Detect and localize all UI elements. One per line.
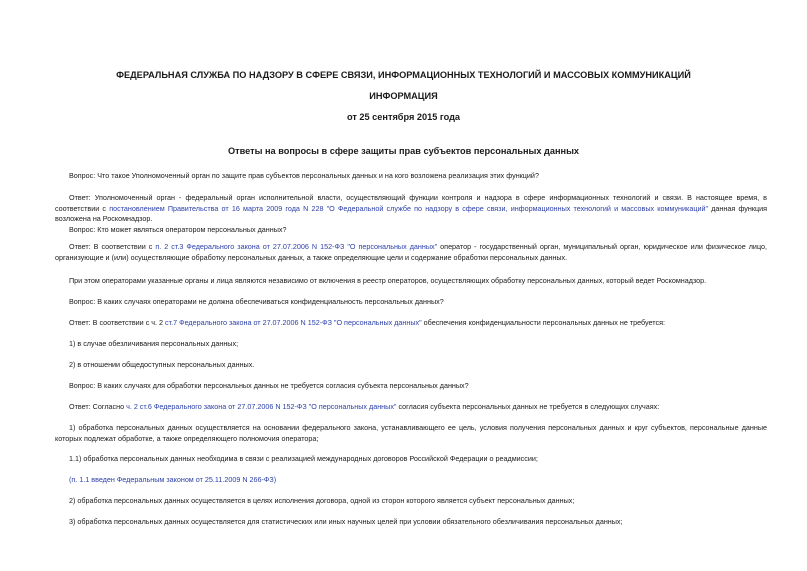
list-item-case-2: 2) обработка персональных данных осуществляется в целях исполнения договора, одной из сторон которого является субъект персональных данных; <box>69 496 575 505</box>
link-law-266[interactable]: Федеральным законом от 25.11.2009 N 266-ФЗ <box>116 475 274 484</box>
list-item-1: 1) в случае обезличивания персональных данных; <box>69 339 239 348</box>
link-law-152-art3[interactable]: п. 2 ст.3 Федерального закона от 27.07.2006 N 152-ФЗ "О персональных данных" <box>155 242 438 251</box>
agency-heading: ФЕДЕРАЛЬНАЯ СЛУЖБА ПО НАДЗОРУ В СФЕРЕ СВЯЗИ, ИНФОРМАЦИОННЫХ ТЕХНОЛОГИЙ И МАССОВЫХ КОММУНИКАЦИЙ <box>116 70 691 80</box>
link-law-152-art6[interactable]: ч. 2 ст.6 Федерального закона от 27.07.2006 N 152-ФЗ "О персональных данных" <box>126 402 397 411</box>
list-item-case-3: 3) обработка персональных данных осуществляется для статистических или иных научных целей при условии обязательного обезличивания персональных данных; <box>69 517 623 526</box>
document-date: от 25 сентября 2015 года <box>346 112 461 122</box>
paragraph-text: Ответ: Уполномоченный орган - федеральный орган исполнительной власти, осуществляющий функции контроля и надзора в сфере информационных технологий и связи. В настоящее время, в соответствии с <box>55 193 767 213</box>
paragraph-text: Ответ: Согласно <box>69 402 127 411</box>
paragraph-text: Ответ: В соответствии с <box>69 242 156 251</box>
paragraph-text: оператор - государственный орган, муниципальный орган, юридическое или физическое лицо, организующие и (или) осуществляющие обработку персональных данных, а также определяющие цели и содержание обработки персональных данных. <box>55 242 767 262</box>
document-title: Ответы на вопросы в сфере защиты прав субъектов персональных данных <box>227 146 580 156</box>
paragraph-question-1: Вопрос: Что такое Уполномоченный орган по защите прав субъектов персональных данных и на кого возложена реализация этих функций? <box>69 171 539 180</box>
paragraph-answer-1 <box>55 193 767 225</box>
paragraph-text: Ответ: В соответствии с ч. 2 <box>69 318 166 327</box>
paragraph-answer-2 <box>55 242 767 263</box>
amendment-note <box>55 475 767 486</box>
paragraph-text: обеспечения конфиденциальности персональных данных не требуется: <box>421 318 665 327</box>
paragraph-operators-note: При этом операторами указанные органы и лица являются независимо от включения в реестр операторов, осуществляющих обработку персональных данных, который ведет Роскомнадзор. <box>69 276 707 285</box>
paragraph-answer-4 <box>55 402 767 413</box>
paragraph-text: согласия субъекта персональных данных не требуется в следующих случаях: <box>396 402 660 411</box>
amendment-text-end: ) <box>273 475 277 484</box>
paragraph-question-4: Вопрос: В каких случаях для обработки персональных данных не требуется согласия субъекта персональных данных? <box>69 381 469 390</box>
amendment-text: (п. 1.1 введен <box>69 475 117 484</box>
paragraph-question-3: Вопрос: В каких случаях операторами не должна обеспечиваться конфиденциальность персональных данных? <box>69 297 444 306</box>
link-government-decree[interactable]: постановлением Правительства от 16 марта 2009 года N 228 "О Федеральной службе по надзору в сфере связи, информационных технологий и массовых коммуникаций" <box>109 203 709 213</box>
paragraph-question-2: Вопрос: Кто может являться оператором персональных данных? <box>69 225 287 234</box>
link-law-152-art7[interactable]: ст.7 Федерального закона от 27.07.2006 N 152-ФЗ "О персональных данных" <box>165 318 422 327</box>
list-item-case-1-1: 1.1) обработка персональных данных необходима в связи с реализацией международных договоров Российской Федерации о реадмиссии; <box>69 454 538 463</box>
paragraph-answer-3 <box>55 318 767 329</box>
list-item-case-1: 1) обработка персональных данных осуществляется на основании федерального закона, устанавливающего ее цель, условия получения персональных данных и круг субъектов, персональные данные которых подлежат обработке, а также определяющего полномочия оператора; <box>55 423 767 443</box>
document-type-heading: ИНФОРМАЦИЯ <box>369 91 438 101</box>
list-item-2: 2) в отношении общедоступных персональных данных. <box>69 360 255 369</box>
paragraph-text: данная функция возложена на Роскомнадзор. <box>55 203 768 223</box>
